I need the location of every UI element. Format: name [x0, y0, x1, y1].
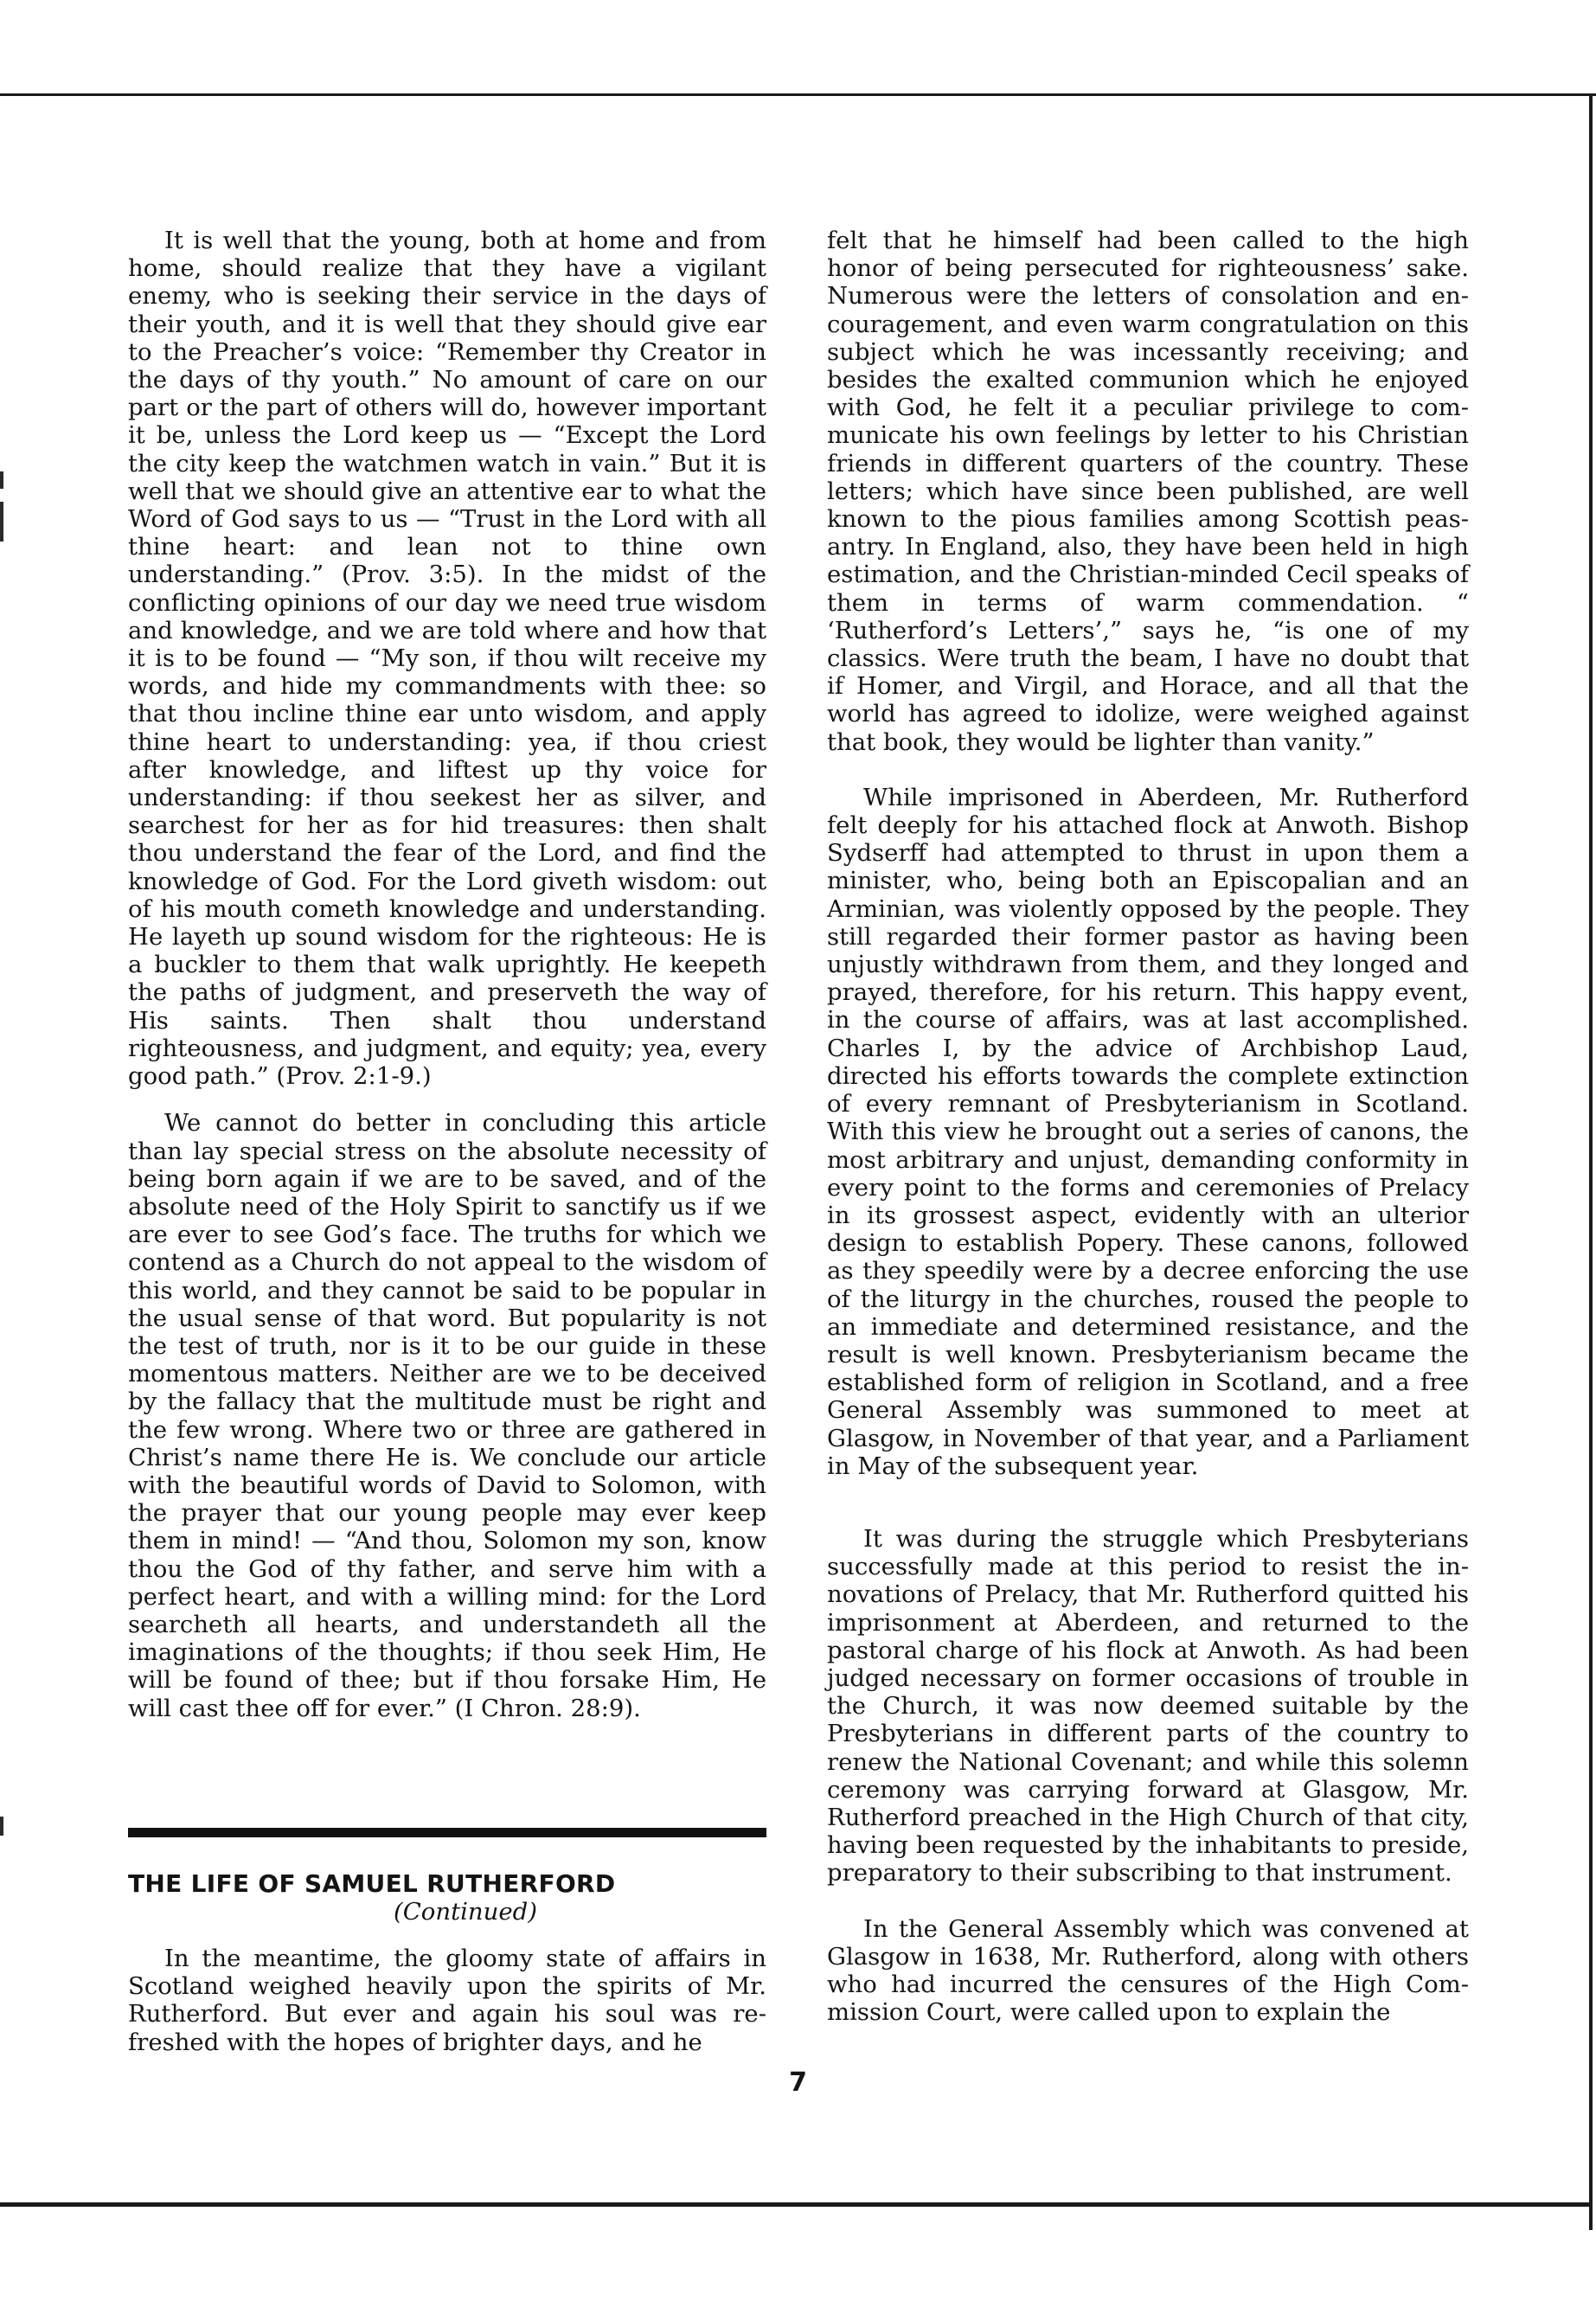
section-divider-rule: [128, 1828, 766, 1837]
section-title: THE LIFE OF SAMUEL RUTHERFORD: [128, 1868, 616, 1898]
right-column: [827, 227, 1469, 2026]
page-border-top: [0, 93, 1596, 96]
scan-edge-mark: [0, 471, 3, 489]
paragraph: While imprisoned in Aberdeen, Mr. Rutherford felt deeply for his attached flock at Anwoth. Bishop Sydserff had attempted to thrust in upon them a minister, who, being both an Episcopalian and an Arminian, was violently opposed by the people. They still regarded their former pastor as having been unjustly withdrawn from them, and they longed and prayed, therefore, for his return. This happy event, in the course of affairs, was at last accomplished. Charles I, by the advice of Archbishop Laud, directed his efforts towards the complete extinction of every remnant of Presbyterianism in Scotland. With this view he brought out a series of canons, the most arbitrary and unjust, demanding conformity in every point to the forms and ceremonies of Prelacy in its grossest aspect, evidently with an ulterior design to establish Popery. These canons, followed as they speedily were by a decree enforcing the use of the liturgy in the churches, roused the people to an immediate and determined resistance, and the result is well known. Presbyterianism became the established form of religion in Scotland, and a free General Assembly was summoned to meet at Glasgow, in November of that year, and a Parliament in May of the subsequent year.: [827, 783, 1469, 1480]
paragraph: We cannot do better in concluding this article than lay special stress on the absolute necessity of being born again if we are to be saved, and of the absolute need of the Holy Spirit to sanctify us if we are ever to see God’s face. The truths for which we contend as a Church do not appeal to the wisdom of this world, and they cannot be said to be popular in the usual sense of that word. But popularity is not the test of truth, nor is it to be our guide in these momentous matters. Neither are we to be deceived by the fallacy that the multitude must be right and the few wrong. Where two or three are gathered in Christ’s name there He is. We conclude our article with the beautiful words of David to Solomon, with the prayer that our young people may ever keep them in mind! — “And thou, Solomon my son, know thou the God of thy father, and serve him with a perfect heart, and with a willing mind: for the Lord searcheth all hearts, and understandeth all the imaginations of the thoughts; if thou seek Him, He will be found of thee; but if thou forsake Him, He will cast thee off for ever.” (I Chron. 28:9).: [128, 1109, 766, 1722]
paragraph: It was during the struggle which Presbyterians successfully made at this period to resist the innovations of Prelacy, that Mr. Rutherford quitted his imprisonment at Aberdeen, and returned to the pastoral charge of his flock at Anwoth. As had been judged necessary on former occasions of trouble in the Church, it was now deemed suitable by the Presbyterians in different parts of the country to renew the National Covenant; and while this solemn ceremony was carrying forward at Glasgow, Mr. Rutherford preached in the High Church of that city, having been requested by the inhabitants to preside, preparatory to their subscribing to that instrument.: [827, 1524, 1469, 1888]
paragraph: In the General Assembly which was convened at Glasgow in 1638, Mr. Rutherford, along with others who had incurred the censures of the High Commission Court, were called upon to explain the: [827, 1914, 1469, 2027]
scan-edge-mark: [0, 1817, 3, 1836]
page-number: 7: [789, 2067, 807, 2098]
paragraph: It is well that the young, both at home and from home, should realize that they have a vigilant enemy, who is seeking their service in the days of their youth, and it is well that they should give ear to the Preacher’s voice: “Remember thy Creator in the days of thy youth.” No amount of care on our part or the part of others will do, however important it be, unless the Lord keep us — “Except the Lord the city keep the watchmen watch in vain.” But it is well that we should give an attentive ear to what the Word of God says to us — “Trust in the Lord with all thine heart: and lean not to thine own understanding.” (Prov. 3:5). In the midst of the conflicting opinions of our day we need true wisdom and knowledge, and we are told where and how that it is to be found — “My son, if thou wilt receive my words, and hide my commandments with thee: so that thou incline thine ear unto wisdom, and apply thine heart to understanding: yea, if thou criest after knowledge, and liftest up thy voice for understanding: if thou seekest her as silver, and searchest for her as for hid treasures: then shalt thou understand the fear of the Lord, and find the knowledge of God. For the Lord giveth wisdom: out of his mouth cometh knowledge and understanding. He layeth up sound wisdom for the righteous: He is a buckler to them that walk uprightly. He keepeth the paths of judgment, and preserveth the way of His saints. Then shalt thou understand righteousness, and judgment, and equity; yea, every good path.” (Prov. 2:1-9.): [128, 227, 766, 1091]
left-column: [128, 227, 766, 2056]
paragraph: felt that he himself had been called to the high honor of being persecuted for righteousness’ sake. Numerous were the letters of consolation and encouragement, and even warm congratulation on this subject which he was incessantly receiving; and besides the exalted communion which he enjoyed with God, he felt it a peculiar privilege to communicate his own feelings by letter to his Christian friends in different quarters of the country. These letters; which have since been published, are well known to the pious families among Scottish peasantry. In England, also, they have been held in high estimation, and the Christian-minded Cecil speaks of them in terms of warm commendation. “ ‘Rutherford’s Letters’,” says he, “is one of my classics. Were truth the beam, I have no doubt that if Homer, and Virgil, and Horace, and all that the world has agreed to idolize, were weighed against that book, they would be lighter than vanity.”: [827, 227, 1469, 756]
continued-label: (Continued): [394, 1897, 537, 1926]
page-border-bottom: [0, 2202, 1593, 2207]
paragraph: In the meantime, the gloomy state of affairs in Scotland weighed heavily upon the spirits of Mr. Rutherford. But ever and again his soul was refreshed with the hopes of brighter days, and he: [128, 1944, 766, 2056]
rule-spacer: [128, 1722, 766, 1828]
page-border-right: [1589, 93, 1593, 2230]
scan-edge-mark: [0, 502, 3, 542]
